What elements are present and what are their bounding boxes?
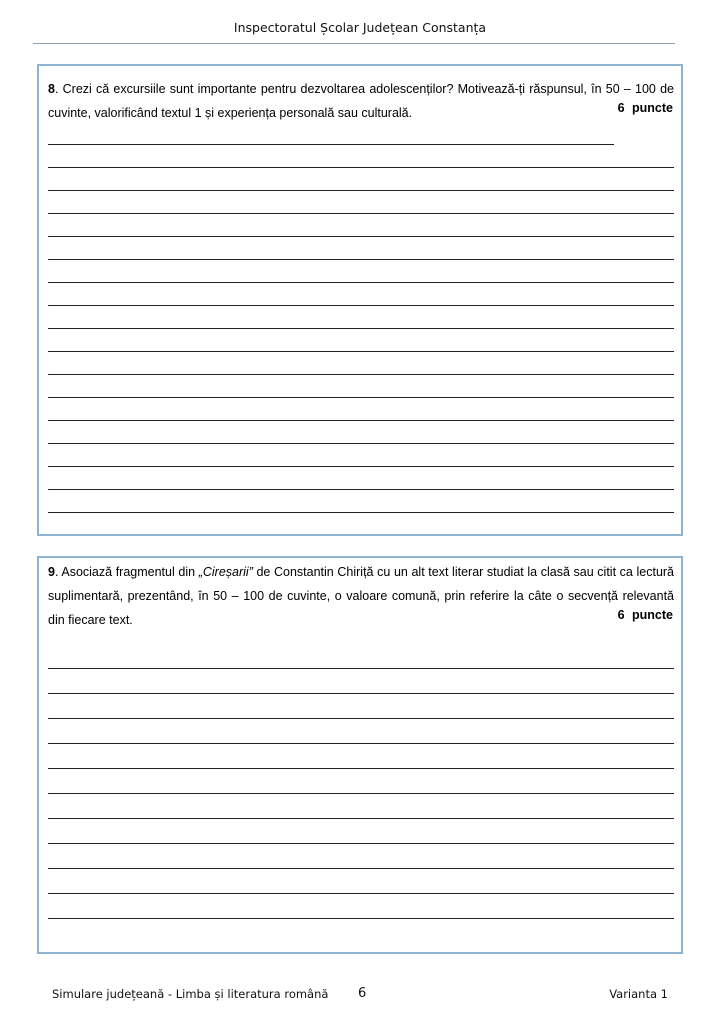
- answer-line[interactable]: [48, 768, 674, 769]
- footer-page-number: 6: [358, 986, 367, 1001]
- answer-line[interactable]: [48, 466, 674, 467]
- question-9-prompt-end: de Constantin Chiriță cu un alt text literar studiat la clasă sau citit ca lectură suplimentară, prezentând, în 50 – 100 de cuvinte, o valoare comună, prin referire la câte o secvență relevantă din fiecare text.: [48, 565, 675, 627]
- answer-line[interactable]: [48, 743, 674, 744]
- answer-line[interactable]: [48, 190, 674, 191]
- answer-line[interactable]: [48, 868, 674, 869]
- answer-line[interactable]: [48, 328, 674, 329]
- answer-line[interactable]: [48, 668, 674, 669]
- question-8-box: [37, 64, 683, 536]
- question-9-number: 9: [48, 565, 55, 579]
- question-9-box: [37, 556, 683, 954]
- answer-line[interactable]: [48, 167, 674, 168]
- answer-line[interactable]: [48, 693, 674, 694]
- answer-line[interactable]: [48, 213, 674, 214]
- answer-line[interactable]: [48, 489, 674, 490]
- question-9-book-title: „Cireșarii”: [198, 565, 253, 579]
- question-8-text: [48, 77, 674, 125]
- question-9-points: 6 puncte: [617, 608, 673, 622]
- answer-line[interactable]: [48, 443, 674, 444]
- question-9-text: [48, 560, 674, 632]
- answer-line[interactable]: [48, 512, 674, 513]
- answer-line[interactable]: [48, 918, 674, 919]
- answer-line[interactable]: [48, 351, 674, 352]
- answer-line[interactable]: [48, 236, 674, 237]
- answer-line[interactable]: [48, 259, 674, 260]
- question-8-prompt: . Crezi că excursiile sunt importante pentru dezvoltarea adolescenților? Motivează-ți răspunsul, în 50 – 100 de cuvinte, valorificând textul 1 și experiența personală sau culturală.: [48, 82, 674, 120]
- answer-line[interactable]: [48, 818, 674, 819]
- question-9-prompt-start: . Asociază fragmentul din: [54, 565, 199, 579]
- answer-line[interactable]: [48, 793, 674, 794]
- answer-line[interactable]: [48, 282, 674, 283]
- answer-line[interactable]: [48, 144, 614, 145]
- answer-line[interactable]: [48, 397, 674, 398]
- header-divider: [33, 43, 675, 44]
- answer-line[interactable]: [48, 420, 674, 421]
- footer-variant: Varianta 1: [609, 987, 668, 1001]
- answer-line[interactable]: [48, 305, 674, 306]
- answer-line[interactable]: [48, 374, 674, 375]
- answer-line[interactable]: [48, 718, 674, 719]
- footer-exam-title: Simulare județeană - Limba și literatura română: [52, 987, 329, 1001]
- answer-line[interactable]: [48, 843, 674, 844]
- page-header: Inspectoratul Școlar Județean Constanța: [233, 20, 487, 35]
- question-8-number: 8: [48, 82, 55, 96]
- question-8-points: 6 puncte: [617, 101, 673, 115]
- answer-line[interactable]: [48, 893, 674, 894]
